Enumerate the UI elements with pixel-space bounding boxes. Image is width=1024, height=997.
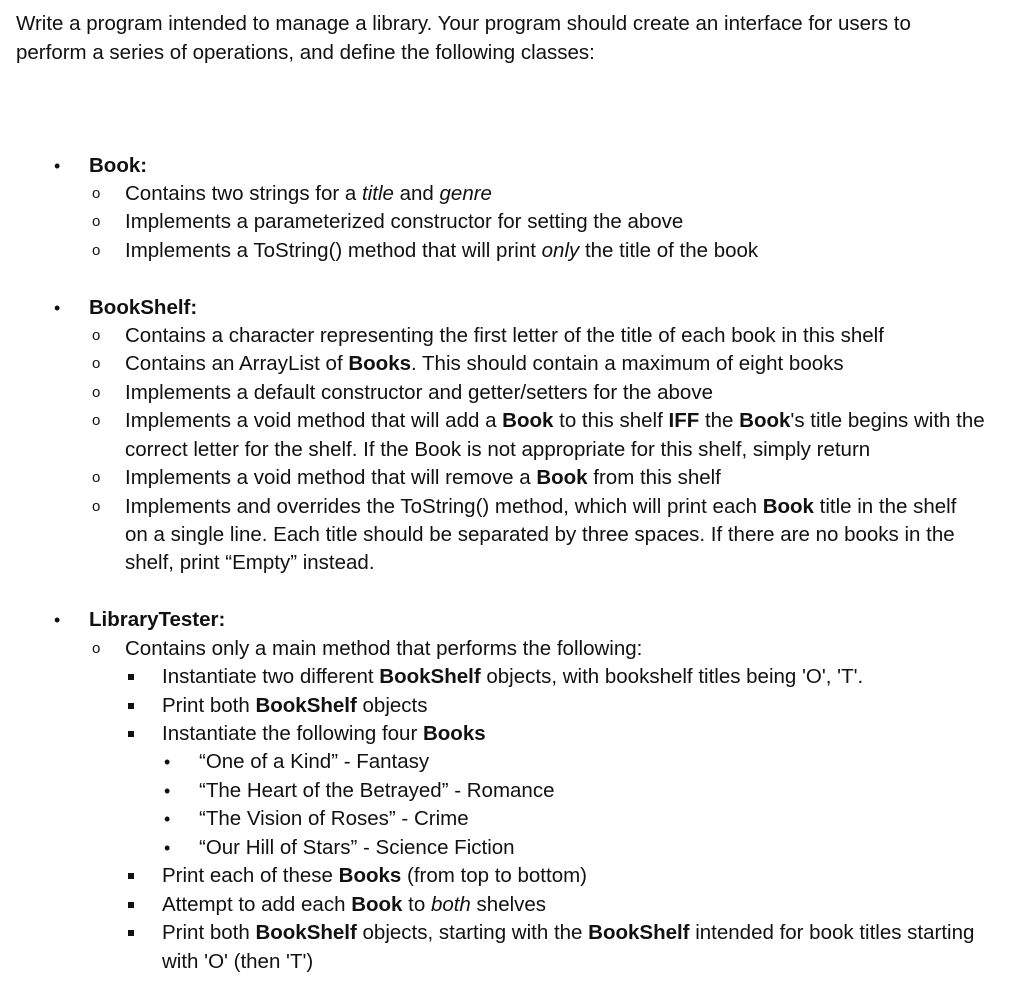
bullet-tester: •: [54, 610, 61, 630]
book-entry: “One of a Kind” - Fantasy: [199, 750, 430, 773]
book-entry: “The Heart of the Betrayed” - Romance: [199, 779, 555, 802]
book-heading: Book:: [89, 154, 148, 177]
book-bullet: •: [164, 838, 171, 858]
bullet-bookshelf: •: [54, 298, 61, 318]
bookshelf-item-6-cont-2: shelf, print “Empty” instead.: [125, 551, 375, 574]
sub-bullet: o: [92, 327, 101, 344]
tester-step-2: Print both BookShelf objects: [162, 694, 428, 717]
sub-bullet: o: [92, 469, 101, 486]
bookshelf-item-4: Implements a void method that will add a Book to this shelf IFF the Book's title begins with the: [125, 409, 985, 432]
bookshelf-item-3: Implements a default constructor and getter/setters for the above: [125, 381, 713, 404]
tester-step-1: Instantiate two different BookShelf objects, with bookshelf titles being 'O', 'T'.: [162, 665, 864, 688]
intro-line-1: Write a program intended to manage a library. Your program should create an interface for users to: [16, 12, 911, 35]
sub-bullet: o: [92, 498, 101, 515]
sub-bullet: o: [92, 185, 101, 202]
bookshelf-item-2: Contains an ArrayList of Books. This should contain a maximum of eight books: [125, 352, 844, 375]
tester-step-5: Attempt to add each Book to both shelves: [162, 893, 547, 916]
sub-bullet: o: [92, 640, 101, 657]
sub-bullet: o: [92, 412, 101, 429]
sub-bullet: o: [92, 355, 101, 372]
book-bullet: •: [164, 809, 171, 829]
intro-line-2: perform a series of operations, and define the following classes:: [16, 41, 595, 64]
sub-bullet: o: [92, 384, 101, 401]
bookshelf-item-4-cont: correct letter for the shelf. If the Book is not appropriate for this shelf, simply return: [125, 438, 871, 461]
square-bullet: [128, 703, 134, 709]
book-entry: “Our Hill of Stars” - Science Fiction: [199, 836, 515, 859]
bookshelf-item-6-cont-1: on a single line. Each title should be separated by three spaces. If there are no books in the: [125, 523, 955, 546]
book-item-1: Contains two strings for a title and genre: [125, 182, 492, 205]
square-bullet: [128, 930, 134, 936]
book-item-3: Implements a ToString() method that will print only the title of the book: [125, 239, 759, 262]
bookshelf-item-1: Contains a character representing the first letter of the title of each book in this shelf: [125, 324, 884, 347]
book-bullet: •: [164, 781, 171, 801]
tester-step-6-cont: with 'O' (then 'T'): [162, 950, 314, 973]
book-entry: “The Vision of Roses” - Crime: [199, 807, 469, 830]
book-item-2: Implements a parameterized constructor for setting the above: [125, 210, 684, 233]
bookshelf-item-5: Implements a void method that will remove a Book from this shelf: [125, 466, 721, 489]
square-bullet: [128, 902, 134, 908]
tester-step-4: Print each of these Books (from top to bottom): [162, 864, 587, 887]
tester-heading: LibraryTester:: [89, 608, 226, 631]
sub-bullet: o: [92, 242, 101, 259]
sub-bullet: o: [92, 213, 101, 230]
book-bullet: •: [164, 752, 171, 772]
tester-step-3: Instantiate the following four Books: [162, 722, 486, 745]
tester-item-1: Contains only a main method that performs the following:: [125, 637, 643, 660]
bookshelf-item-6: Implements and overrides the ToString() method, which will print each Book title in the shelf: [125, 495, 957, 518]
square-bullet: [128, 873, 134, 879]
square-bullet: [128, 731, 134, 737]
square-bullet: [128, 674, 134, 680]
tester-step-6: Print both BookShelf objects, starting with the BookShelf intended for book titles starting: [162, 921, 975, 944]
bookshelf-heading: BookShelf:: [89, 296, 198, 319]
bullet-book: •: [54, 156, 61, 176]
